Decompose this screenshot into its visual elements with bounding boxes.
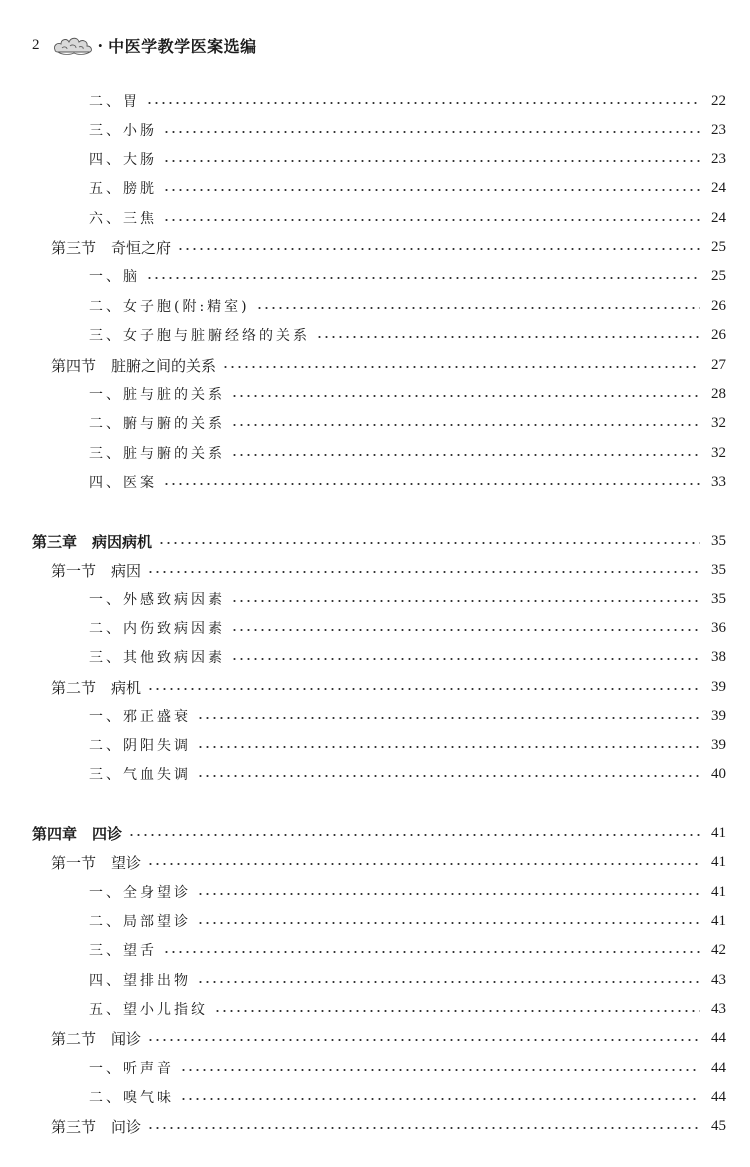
- toc-entry-title: 三、其他致病因素: [89, 650, 225, 666]
- toc-section-row[interactable]: [51, 849, 726, 875]
- toc-entry-page: 41: [711, 853, 726, 870]
- toc-entry-page: 26: [711, 297, 726, 314]
- toc-entry-page: 26: [711, 326, 726, 343]
- toc-item-row[interactable]: [89, 615, 726, 641]
- toc-entry-title: 第三节 奇恒之府: [51, 238, 172, 257]
- toc-entry-title: 三、望舌: [89, 943, 157, 959]
- toc-entry-title: 三、脏与腑的关系: [89, 446, 225, 462]
- dot-leader: [147, 863, 700, 865]
- toc-section-row[interactable]: [51, 557, 726, 583]
- header-separator: ·: [97, 36, 104, 55]
- toc-item-row[interactable]: [89, 732, 726, 758]
- toc-entry-title: 第二节 闻诊: [51, 1029, 142, 1048]
- toc-entry-page: 43: [711, 1000, 726, 1017]
- toc-entry-title: 四、医案: [89, 475, 157, 491]
- toc-entry-title: 二、阴阳失调: [89, 738, 191, 754]
- toc-entry-title: 一、邪正盛衰: [89, 709, 191, 725]
- page-number: 2: [32, 37, 40, 53]
- toc-section-row[interactable]: [51, 674, 726, 700]
- toc-entry-page: 23: [711, 121, 726, 138]
- toc-entry-page: 44: [711, 1059, 726, 1076]
- toc-item-row[interactable]: [89, 410, 726, 436]
- dot-leader: [256, 307, 700, 309]
- toc-entry-title: 第一节 望诊: [51, 853, 142, 872]
- dot-leader: [163, 951, 700, 953]
- toc-entry-title: 第二节 病机: [51, 678, 142, 697]
- toc-entry-page: 22: [711, 92, 726, 109]
- toc-entry-page: 27: [711, 356, 726, 373]
- toc-entry-title: 四、大肠: [89, 152, 157, 168]
- dot-leader: [197, 746, 700, 748]
- toc-entry-title: 第三节 问诊: [51, 1117, 142, 1136]
- dot-leader: [163, 219, 700, 221]
- toc-entry-title: 二、女子胞(附:精室): [89, 299, 250, 315]
- toc-item-row[interactable]: [89, 322, 726, 348]
- dot-leader: [197, 922, 700, 924]
- dot-leader: [147, 1039, 700, 1041]
- dot-leader: [128, 834, 700, 836]
- toc-entry-title: 第三章 病因病机: [32, 532, 153, 551]
- toc-entry-title: 第四章 四诊: [32, 824, 123, 843]
- toc-entry-title: 二、胃: [89, 94, 140, 110]
- toc-entry-page: 43: [711, 971, 726, 988]
- toc-entry-title: 第一节 病因: [51, 561, 142, 580]
- toc-entry-page: 44: [711, 1088, 726, 1105]
- toc-entry-title: 第四节 脏腑之间的关系: [51, 356, 217, 375]
- dot-leader: [197, 717, 700, 719]
- toc-entry-page: 25: [711, 267, 726, 284]
- toc-item-row[interactable]: [89, 967, 726, 993]
- toc-entry-title: 三、女子胞与脏腑经络的关系: [89, 328, 310, 344]
- toc-item-row[interactable]: [89, 1055, 726, 1081]
- toc-item-row[interactable]: [89, 937, 726, 963]
- toc-item-row[interactable]: [89, 205, 726, 231]
- toc-entry-page: 32: [711, 414, 726, 431]
- toc-entry-title: 一、脏与脏的关系: [89, 387, 225, 403]
- toc-entry-title: 一、全身望诊: [89, 885, 191, 901]
- toc-entry-title: 五、望小儿指纹: [89, 1002, 208, 1018]
- toc-entry-page: 24: [711, 209, 726, 226]
- dot-leader: [197, 775, 700, 777]
- dot-leader: [197, 981, 700, 983]
- toc-entry-page: 24: [711, 179, 726, 196]
- toc-entry-title: 五、膀胱: [89, 181, 157, 197]
- toc-item-row[interactable]: [89, 440, 726, 466]
- dot-leader: [214, 1010, 700, 1012]
- toc-entry-page: 36: [711, 619, 726, 636]
- toc-item-row[interactable]: [89, 175, 726, 201]
- dot-leader: [222, 366, 700, 368]
- toc-section-row[interactable]: [51, 352, 726, 378]
- toc-entry-page: 33: [711, 473, 726, 490]
- toc-entry-title: 二、腑与腑的关系: [89, 416, 225, 432]
- dot-leader: [163, 189, 700, 191]
- toc-entry-title: 四、望排出物: [89, 973, 191, 989]
- toc-item-row[interactable]: [89, 761, 726, 787]
- toc-section-row[interactable]: [51, 1025, 726, 1051]
- dot-leader: [231, 658, 700, 660]
- toc-entry-page: 38: [711, 648, 726, 665]
- toc-entry-page: 39: [711, 678, 726, 695]
- toc-item-row[interactable]: [89, 644, 726, 670]
- dot-leader: [163, 160, 700, 162]
- dot-leader: [147, 688, 700, 690]
- toc-entry-title: 三、小肠: [89, 123, 157, 139]
- toc-item-row[interactable]: [89, 381, 726, 407]
- toc-item-row[interactable]: [89, 88, 726, 114]
- toc-entry-page: 28: [711, 385, 726, 402]
- dot-leader: [316, 336, 700, 338]
- toc-section-row[interactable]: [51, 1113, 726, 1139]
- dot-leader: [231, 600, 700, 602]
- toc-entry-title: 二、局部望诊: [89, 914, 191, 930]
- cloud-ornament-icon: [52, 35, 94, 57]
- toc-entry-title: 一、外感致病因素: [89, 592, 225, 608]
- book-title: 中医学教学医案选编: [108, 37, 257, 56]
- dot-leader: [146, 277, 700, 279]
- dot-leader: [197, 893, 700, 895]
- toc-entry-page: 32: [711, 444, 726, 461]
- toc-entry-page: 41: [711, 883, 726, 900]
- dot-leader: [231, 629, 700, 631]
- toc-section-row[interactable]: [51, 234, 726, 260]
- dot-leader: [147, 1127, 700, 1129]
- toc-item-row[interactable]: [89, 703, 726, 729]
- dot-leader: [231, 424, 700, 426]
- toc-entry-title: 六、三焦: [89, 211, 157, 227]
- dot-leader: [163, 131, 700, 133]
- toc-entry-page: 35: [711, 561, 726, 578]
- toc-item-row[interactable]: [89, 293, 726, 319]
- toc-entry-page: 41: [711, 824, 726, 841]
- toc-item-row[interactable]: [89, 263, 726, 289]
- dot-leader: [180, 1098, 700, 1100]
- toc-entry-title: 三、气血失调: [89, 767, 191, 783]
- toc-entry-title: 二、嗅气味: [89, 1090, 174, 1106]
- dot-leader: [163, 483, 700, 485]
- dot-leader: [158, 542, 700, 544]
- running-header: [32, 34, 257, 57]
- dot-leader: [147, 571, 700, 573]
- toc-entry-page: 23: [711, 150, 726, 167]
- toc-entry-page: 40: [711, 765, 726, 782]
- toc-entry-page: 42: [711, 941, 726, 958]
- dot-leader: [177, 248, 700, 250]
- toc-entry-page: 44: [711, 1029, 726, 1046]
- toc-entry-page: 41: [711, 912, 726, 929]
- dot-leader: [146, 102, 700, 104]
- toc-item-row[interactable]: [89, 146, 726, 172]
- toc-entry-page: 35: [711, 590, 726, 607]
- toc-chapter-row[interactable]: [32, 528, 726, 554]
- toc-item-row[interactable]: [89, 1084, 726, 1110]
- toc-entry-page: 39: [711, 736, 726, 753]
- dot-leader: [231, 395, 700, 397]
- toc-entry-title: 一、听声音: [89, 1061, 174, 1077]
- toc-item-row[interactable]: [89, 879, 726, 905]
- toc-entry-title: 二、内伤致病因素: [89, 621, 225, 637]
- toc-item-row[interactable]: [89, 469, 726, 495]
- toc-entry-page: 39: [711, 707, 726, 724]
- toc-chapter-row[interactable]: [32, 820, 726, 846]
- toc-entry-page: 25: [711, 238, 726, 255]
- toc-item-row[interactable]: [89, 117, 726, 143]
- toc-entry-page: 45: [711, 1117, 726, 1134]
- toc-entry-title: 一、脑: [89, 269, 140, 285]
- dot-leader: [180, 1069, 700, 1071]
- toc-item-row[interactable]: [89, 996, 726, 1022]
- dot-leader: [231, 454, 700, 456]
- toc-item-row[interactable]: [89, 908, 726, 934]
- toc-item-row[interactable]: [89, 586, 726, 612]
- toc-entry-page: 35: [711, 532, 726, 549]
